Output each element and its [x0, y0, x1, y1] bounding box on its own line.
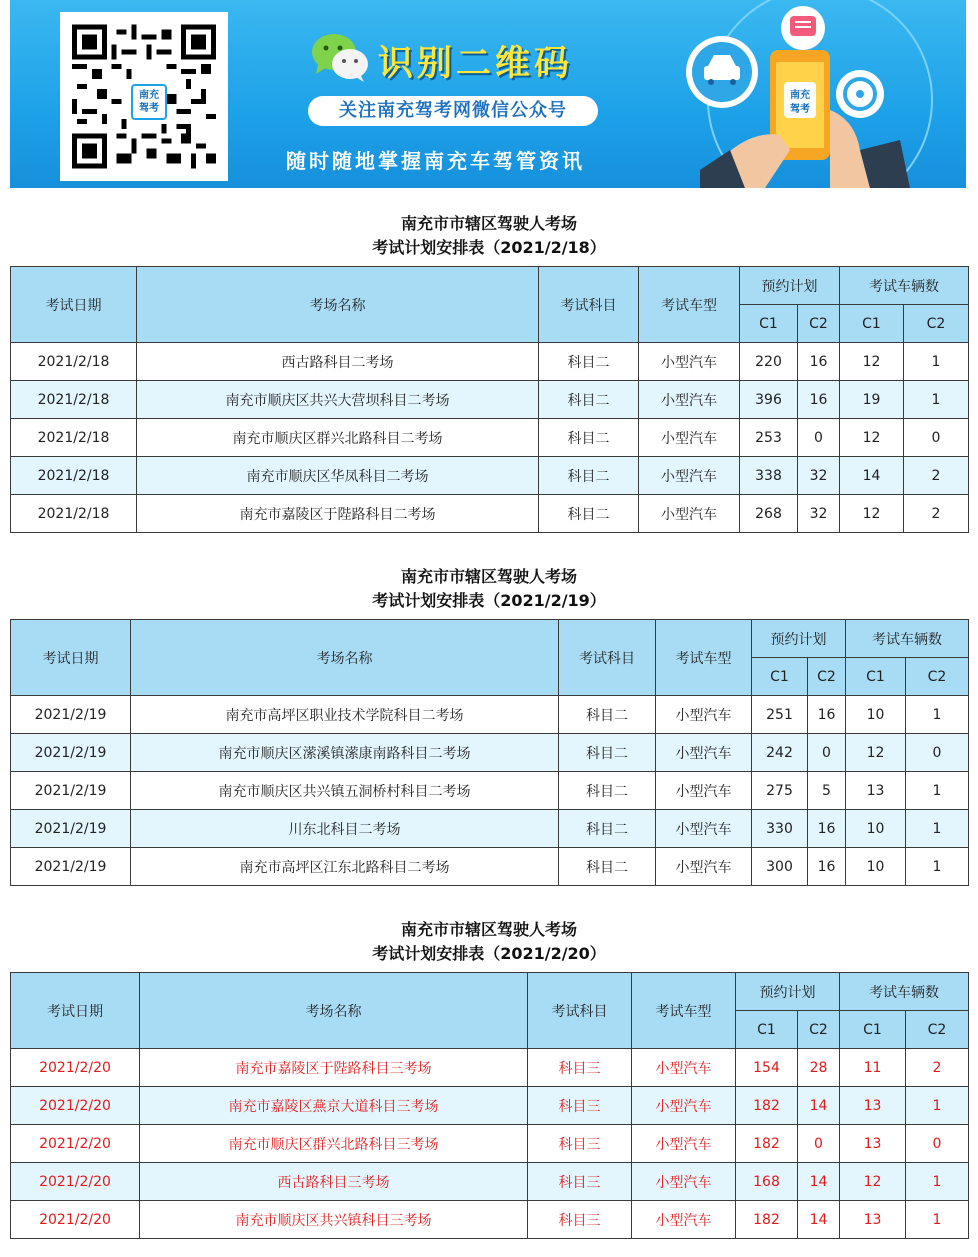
header-subject: 考试科目 — [539, 267, 639, 343]
section-subtitle: 考试计划安排表（2021/2/20） — [372, 944, 606, 963]
header-booking-plan: 预约计划 — [752, 620, 846, 658]
wechat-promo-banner — [10, 0, 966, 188]
cell-venue: 南充市嘉陵区于陛路科目二考场 — [137, 495, 539, 533]
cell-date: 2021/2/19 — [11, 696, 131, 734]
schedule-table — [10, 266, 969, 533]
cell-cars-c1: 12 — [846, 734, 906, 772]
banner-tagline: 随时随地掌握南充车驾管资讯 — [286, 149, 585, 173]
table-row — [11, 734, 969, 772]
section-subtitle: 考试计划安排表（2021/2/19） — [372, 591, 606, 610]
app-illustration — [670, 0, 966, 188]
cell-plan-c1: 330 — [752, 810, 808, 848]
cell-plan-c2: 28 — [798, 1049, 840, 1087]
schedule-section-3 — [10, 918, 968, 1239]
section-subtitle: 考试计划安排表（2021/2/18） — [372, 238, 606, 257]
header-vehicle-count: 考试车辆数 — [846, 620, 969, 658]
qr-title: 识别二维码 — [378, 44, 574, 84]
cell-date: 2021/2/18 — [11, 495, 137, 533]
svg-text:南充: 南充 — [790, 90, 810, 101]
header-plan-c1: C1 — [740, 305, 798, 343]
cell-subject: 科目二 — [539, 457, 639, 495]
cell-vehicle: 小型汽车 — [632, 1163, 736, 1201]
cell-plan-c1: 220 — [740, 343, 798, 381]
cell-cars-c1: 19 — [840, 381, 904, 419]
cell-date: 2021/2/18 — [11, 457, 137, 495]
cell-cars-c1: 11 — [840, 1049, 906, 1087]
cell-cars-c1: 10 — [846, 848, 906, 886]
schedule-table — [10, 972, 969, 1239]
cell-subject: 科目三 — [528, 1163, 632, 1201]
table-row — [11, 343, 969, 381]
header-date: 考试日期 — [11, 620, 131, 696]
cell-date: 2021/2/18 — [11, 381, 137, 419]
cell-vehicle: 小型汽车 — [632, 1049, 736, 1087]
cell-venue: 南充市顺庆区群兴北路科目二考场 — [137, 419, 539, 457]
table-row — [11, 1125, 969, 1163]
qr-code — [60, 12, 228, 181]
table-row — [11, 1201, 969, 1239]
cell-cars-c1: 10 — [846, 810, 906, 848]
cell-cars-c2: 1 — [906, 772, 969, 810]
section-title: 南充市市辖区驾驶人考场 — [400, 920, 577, 939]
header-plan-c2: C2 — [798, 305, 840, 343]
cell-date: 2021/2/18 — [11, 343, 137, 381]
header-cars-c1: C1 — [840, 305, 904, 343]
cell-vehicle: 小型汽车 — [656, 810, 752, 848]
header-cars-c1: C1 — [846, 658, 906, 696]
cell-plan-c1: 182 — [736, 1087, 798, 1125]
cell-subject: 科目二 — [559, 696, 656, 734]
table-row — [11, 381, 969, 419]
cell-plan-c2: 5 — [808, 772, 846, 810]
cell-cars-c2: 1 — [906, 810, 969, 848]
cell-venue: 南充市高坪区江东北路科目二考场 — [131, 848, 559, 886]
table-row — [11, 1049, 969, 1087]
qr-logo-text: 南充 驾考 — [139, 90, 159, 114]
cell-date: 2021/2/19 — [11, 848, 131, 886]
header-plan-c1: C1 — [736, 1011, 798, 1049]
header-vehicle: 考试车型 — [656, 620, 752, 696]
cell-subject: 科目三 — [528, 1049, 632, 1087]
cell-vehicle: 小型汽车 — [639, 381, 740, 419]
cell-venue: 南充市顺庆区共兴镇五洞桥村科目二考场 — [131, 772, 559, 810]
cell-cars-c2: 1 — [906, 1087, 969, 1125]
table-row — [11, 419, 969, 457]
cell-cars-c2: 1 — [904, 343, 969, 381]
header-cars-c2: C2 — [904, 305, 969, 343]
cell-venue: 南充市高坪区职业技术学院科目二考场 — [131, 696, 559, 734]
cell-plan-c2: 16 — [808, 848, 846, 886]
cell-vehicle: 小型汽车 — [656, 848, 752, 886]
table-row — [11, 848, 969, 886]
cell-plan-c2: 14 — [798, 1163, 840, 1201]
cell-cars-c2: 1 — [906, 1163, 969, 1201]
cell-plan-c1: 154 — [736, 1049, 798, 1087]
header-plan-c1: C1 — [752, 658, 808, 696]
cell-venue: 南充市顺庆区共兴大营坝科目二考场 — [137, 381, 539, 419]
cell-date: 2021/2/20 — [11, 1049, 140, 1087]
cell-cars-c1: 13 — [840, 1125, 906, 1163]
cell-subject: 科目二 — [539, 343, 639, 381]
cell-cars-c2: 1 — [904, 381, 969, 419]
cell-plan-c2: 32 — [798, 495, 840, 533]
cell-plan-c1: 242 — [752, 734, 808, 772]
header-date: 考试日期 — [11, 973, 140, 1049]
cell-cars-c1: 13 — [846, 772, 906, 810]
cell-subject: 科目二 — [539, 381, 639, 419]
svg-text:驾考: 驾考 — [790, 104, 810, 115]
cell-venue: 川东北科目二考场 — [131, 810, 559, 848]
cell-plan-c1: 396 — [740, 381, 798, 419]
schedule-section-2 — [10, 565, 968, 886]
table-row — [11, 772, 969, 810]
schedule-section-1 — [10, 212, 968, 533]
cell-venue: 南充市顺庆区群兴北路科目三考场 — [140, 1125, 528, 1163]
table-row — [11, 1087, 969, 1125]
cell-cars-c2: 1 — [906, 696, 969, 734]
cell-cars-c2: 2 — [904, 457, 969, 495]
table-row — [11, 1163, 969, 1201]
header-vehicle-count: 考试车辆数 — [840, 973, 969, 1011]
cell-cars-c2: 2 — [906, 1049, 969, 1087]
table-row — [11, 495, 969, 533]
cell-cars-c2: 1 — [906, 1201, 969, 1239]
schedule-table — [10, 619, 969, 886]
cell-cars-c2: 0 — [906, 734, 969, 772]
cell-cars-c1: 12 — [840, 343, 904, 381]
table-row — [11, 696, 969, 734]
header-date: 考试日期 — [11, 267, 137, 343]
cell-plan-c2: 0 — [808, 734, 846, 772]
cell-cars-c2: 2 — [904, 495, 969, 533]
cell-vehicle: 小型汽车 — [656, 734, 752, 772]
cell-vehicle: 小型汽车 — [656, 696, 752, 734]
cell-venue: 南充市顺庆区共兴镇科目三考场 — [140, 1201, 528, 1239]
cell-venue: 南充市嘉陵区燕京大道科目三考场 — [140, 1087, 528, 1125]
cell-plan-c2: 14 — [798, 1201, 840, 1239]
cell-date: 2021/2/19 — [11, 810, 131, 848]
header-plan-c2: C2 — [798, 1011, 840, 1049]
cell-plan-c2: 16 — [798, 343, 840, 381]
table-row — [11, 810, 969, 848]
cell-plan-c1: 168 — [736, 1163, 798, 1201]
cell-subject: 科目三 — [528, 1125, 632, 1163]
header-vehicle: 考试车型 — [632, 973, 736, 1049]
cell-plan-c2: 16 — [798, 381, 840, 419]
cell-vehicle: 小型汽车 — [632, 1087, 736, 1125]
header-venue: 考场名称 — [140, 973, 528, 1049]
cell-plan-c1: 251 — [752, 696, 808, 734]
header-cars-c1: C1 — [840, 1011, 906, 1049]
header-booking-plan: 预约计划 — [736, 973, 840, 1011]
cell-plan-c1: 182 — [736, 1201, 798, 1239]
header-subject: 考试科目 — [559, 620, 656, 696]
follow-account-pill: 关注南充驾考网微信公众号 — [308, 96, 598, 126]
cell-venue: 南充市嘉陵区于陛路科目三考场 — [140, 1049, 528, 1087]
cell-plan-c1: 253 — [740, 419, 798, 457]
cell-date: 2021/2/20 — [11, 1163, 140, 1201]
cell-subject: 科目二 — [559, 734, 656, 772]
cell-subject: 科目二 — [539, 495, 639, 533]
header-cars-c2: C2 — [906, 1011, 969, 1049]
cell-date: 2021/2/20 — [11, 1201, 140, 1239]
cell-cars-c1: 14 — [840, 457, 904, 495]
cell-plan-c1: 338 — [740, 457, 798, 495]
steering-wheel-icon — [836, 70, 884, 118]
cell-vehicle: 小型汽车 — [632, 1201, 736, 1239]
qr-center-logo — [131, 84, 167, 120]
cell-subject: 科目三 — [528, 1201, 632, 1239]
header-plan-c2: C2 — [808, 658, 846, 696]
cell-subject: 科目二 — [559, 848, 656, 886]
cell-venue: 南充市顺庆区华凤科目二考场 — [137, 457, 539, 495]
cell-cars-c1: 12 — [840, 419, 904, 457]
cell-subject: 科目二 — [559, 810, 656, 848]
wechat-icon — [310, 30, 370, 85]
cell-vehicle: 小型汽车 — [639, 419, 740, 457]
cell-subject: 科目二 — [539, 419, 639, 457]
cell-date: 2021/2/19 — [11, 734, 131, 772]
cell-vehicle: 小型汽车 — [656, 772, 752, 810]
cell-plan-c1: 300 — [752, 848, 808, 886]
car-icon — [686, 36, 758, 108]
header-venue: 考场名称 — [131, 620, 559, 696]
cell-venue: 南充市顺庆区潆溪镇潆康南路科目二考场 — [131, 734, 559, 772]
cell-venue: 西古路科目三考场 — [140, 1163, 528, 1201]
cell-vehicle: 小型汽车 — [639, 495, 740, 533]
cell-plan-c2: 0 — [798, 1125, 840, 1163]
header-cars-c2: C2 — [906, 658, 969, 696]
cell-date: 2021/2/20 — [11, 1087, 140, 1125]
cell-vehicle: 小型汽车 — [639, 343, 740, 381]
header-vehicle: 考试车型 — [639, 267, 740, 343]
cell-cars-c2: 0 — [906, 1125, 969, 1163]
cell-date: 2021/2/20 — [11, 1125, 140, 1163]
header-subject: 考试科目 — [528, 973, 632, 1049]
cell-cars-c1: 10 — [846, 696, 906, 734]
cell-date: 2021/2/18 — [11, 419, 137, 457]
cell-cars-c1: 13 — [840, 1201, 906, 1239]
cell-plan-c2: 16 — [808, 696, 846, 734]
chat-icon — [781, 6, 825, 50]
cell-plan-c2: 14 — [798, 1087, 840, 1125]
cell-subject: 科目三 — [528, 1087, 632, 1125]
header-booking-plan: 预约计划 — [740, 267, 840, 305]
cell-venue: 西古路科目二考场 — [137, 343, 539, 381]
cell-plan-c2: 16 — [808, 810, 846, 848]
cell-cars-c1: 13 — [840, 1087, 906, 1125]
cell-subject: 科目二 — [559, 772, 656, 810]
cell-plan-c1: 182 — [736, 1125, 798, 1163]
cell-cars-c2: 0 — [904, 419, 969, 457]
section-title: 南充市市辖区驾驶人考场 — [400, 567, 577, 586]
cell-vehicle: 小型汽车 — [639, 457, 740, 495]
cell-plan-c1: 268 — [740, 495, 798, 533]
cell-cars-c2: 1 — [906, 848, 969, 886]
header-vehicle-count: 考试车辆数 — [840, 267, 969, 305]
cell-plan-c2: 32 — [798, 457, 840, 495]
cell-cars-c1: 12 — [840, 495, 904, 533]
header-venue: 考场名称 — [137, 267, 539, 343]
section-title: 南充市市辖区驾驶人考场 — [400, 214, 577, 233]
cell-plan-c1: 275 — [752, 772, 808, 810]
cell-cars-c1: 12 — [840, 1163, 906, 1201]
cell-vehicle: 小型汽车 — [632, 1125, 736, 1163]
cell-plan-c2: 0 — [798, 419, 840, 457]
table-row — [11, 457, 969, 495]
cell-date: 2021/2/19 — [11, 772, 131, 810]
